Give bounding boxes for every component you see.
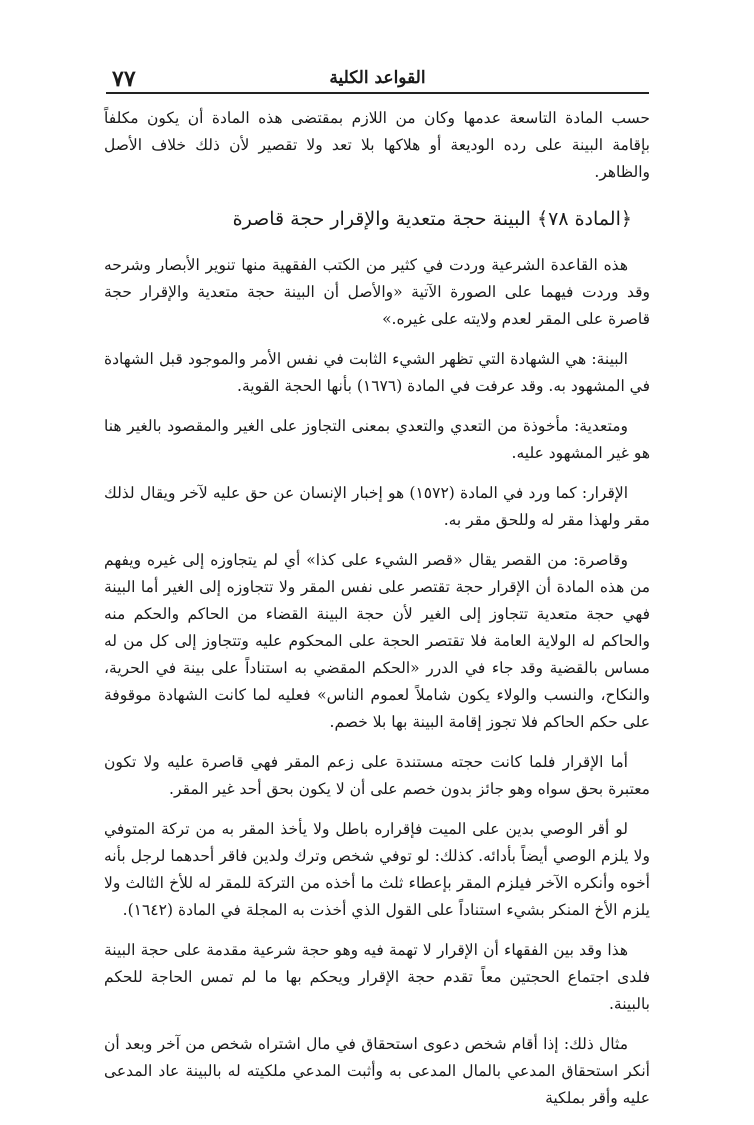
paragraph-precedence: هذا وقد بين الفقهاء أن الإقرار لا تهمة فيه وهو حجة شرعية مقدمة على حجة البينة فلدى اجتماع الحجتين معاً تقدم حجة الإقرار ويحكم بها ما لم تمس الحاجة للحكم بالبينة. xyxy=(104,941,650,1013)
article-heading: ﴿المادة ٧٨﴾ البينة حجة متعدية والإقرار حجة قاصرة xyxy=(232,208,632,230)
paragraph-definition-confession: الإقرار: كما ورد في المادة (١٥٧٢) هو إخبار الإنسان عن حق عليه لآخر ويقال لذلك مقر ولهذا مقر له وللحق مقر به. xyxy=(104,484,650,529)
paragraph-continuation: حسب المادة التاسعة عدمها وكان من اللازم بمقتضى هذه المادة أن يكون مكلفاً بإقامة البينة على رده الوديعة أو هلاكها بلا تعد ولا تقصير لأن ذلك خلاف الأصل والظاهر. xyxy=(104,109,650,181)
paragraph-example: مثال ذلك: إذا أقام شخص دعوى استحقاق في مال اشتراه شخص من آخر وبعد أن أنكر استحقاق المدعي بالمال المدعى به وأثبت المدعي ملكيته له بالبينة عاد المدعى عليه وأقر بملكية xyxy=(104,1035,650,1107)
paragraph-rule-source: هذه القاعدة الشرعية وردت في كثير من الكتب الفقهية منها تنوير الأبصار وشرحه وقد وردت فيهما على الصورة الآتية «والأصل أن البينة حجة متعدية والإقرار حجة قاصرة على المقر لعدم ولايته على غيره.» xyxy=(104,256,650,328)
running-title: القواعد الكلية xyxy=(329,68,426,88)
paragraph-confession-scope: أما الإقرار فلما كانت حجته مستندة على زعم المقر فهي قاصرة عليه ولا تكون معتبرة بحق سواه وهو جائز بدون خصم على أن لا يكون بحق أحد غير المقر. xyxy=(104,753,650,798)
page-header xyxy=(106,60,649,94)
page-number: ٧٧ xyxy=(112,66,136,92)
paragraph-definition-transitive: ومتعدية: مأخوذة من التعدي والتعدي بمعنى التجاوز على الغير والمقصود بالغير هنا هو غير المشهود عليه. xyxy=(104,417,650,462)
paragraph-guardian-example: لو أقر الوصي بدين على الميت فإقراره باطل ولا يأخذ المقر به من تركة المتوفي ولا يلزم الوصي أيضاً بأدائه. كذلك: لو توفي شخص وترك ولدين فاقر أحدهما لرجل بأنه أخوه وأنكره الآخر فيلزم المقر بإعطاء ثلث ما أخذه من التركة للمقر له للأخ الثالث ولا يلزم الأخ المنكر بشيء استناداً على القول الذي أخذت به المجلة في المادة (١٦٤٢). xyxy=(104,820,650,919)
paragraph-definition-restricted: وقاصرة: من القصر يقال «قصر الشيء على كذا» أي لم يتجاوزه إلى غيره ويفهم من هذه المادة أن الإقرار حجة تقتصر على نفس المقر ولا تتجاوزه إلى الغير أما البينة فهي حجة متعدية تتجاوز إلى الغير لأن حجة البينة القضاء من الحاكم والحكم منه والحاكم له الولاية العامة فلا تقتصر الحجة على المحكوم عليه وتتجاوز إلى كل من له مساس بالقضية وقد جاء في الدرر «الحكم المقضي به استناداً على بينة في الحرية، والنكاح، والنسب والولاء يكون شاملاً لعموم الناس» فعليه لما كانت الشهادة موقوفة على حكم الحاكم فلا تجوز إقامة البينة بها بلا خصم. xyxy=(104,551,650,731)
page-body xyxy=(104,105,650,1125)
paragraph-definition-evidence: البينة: هي الشهادة التي تظهر الشيء الثابت في نفس الأمر والموجود قبل الشهادة في المشهود به. وقد عرفت في المادة (١٦٧٦) بأنها الحجة القوية. xyxy=(104,350,650,395)
